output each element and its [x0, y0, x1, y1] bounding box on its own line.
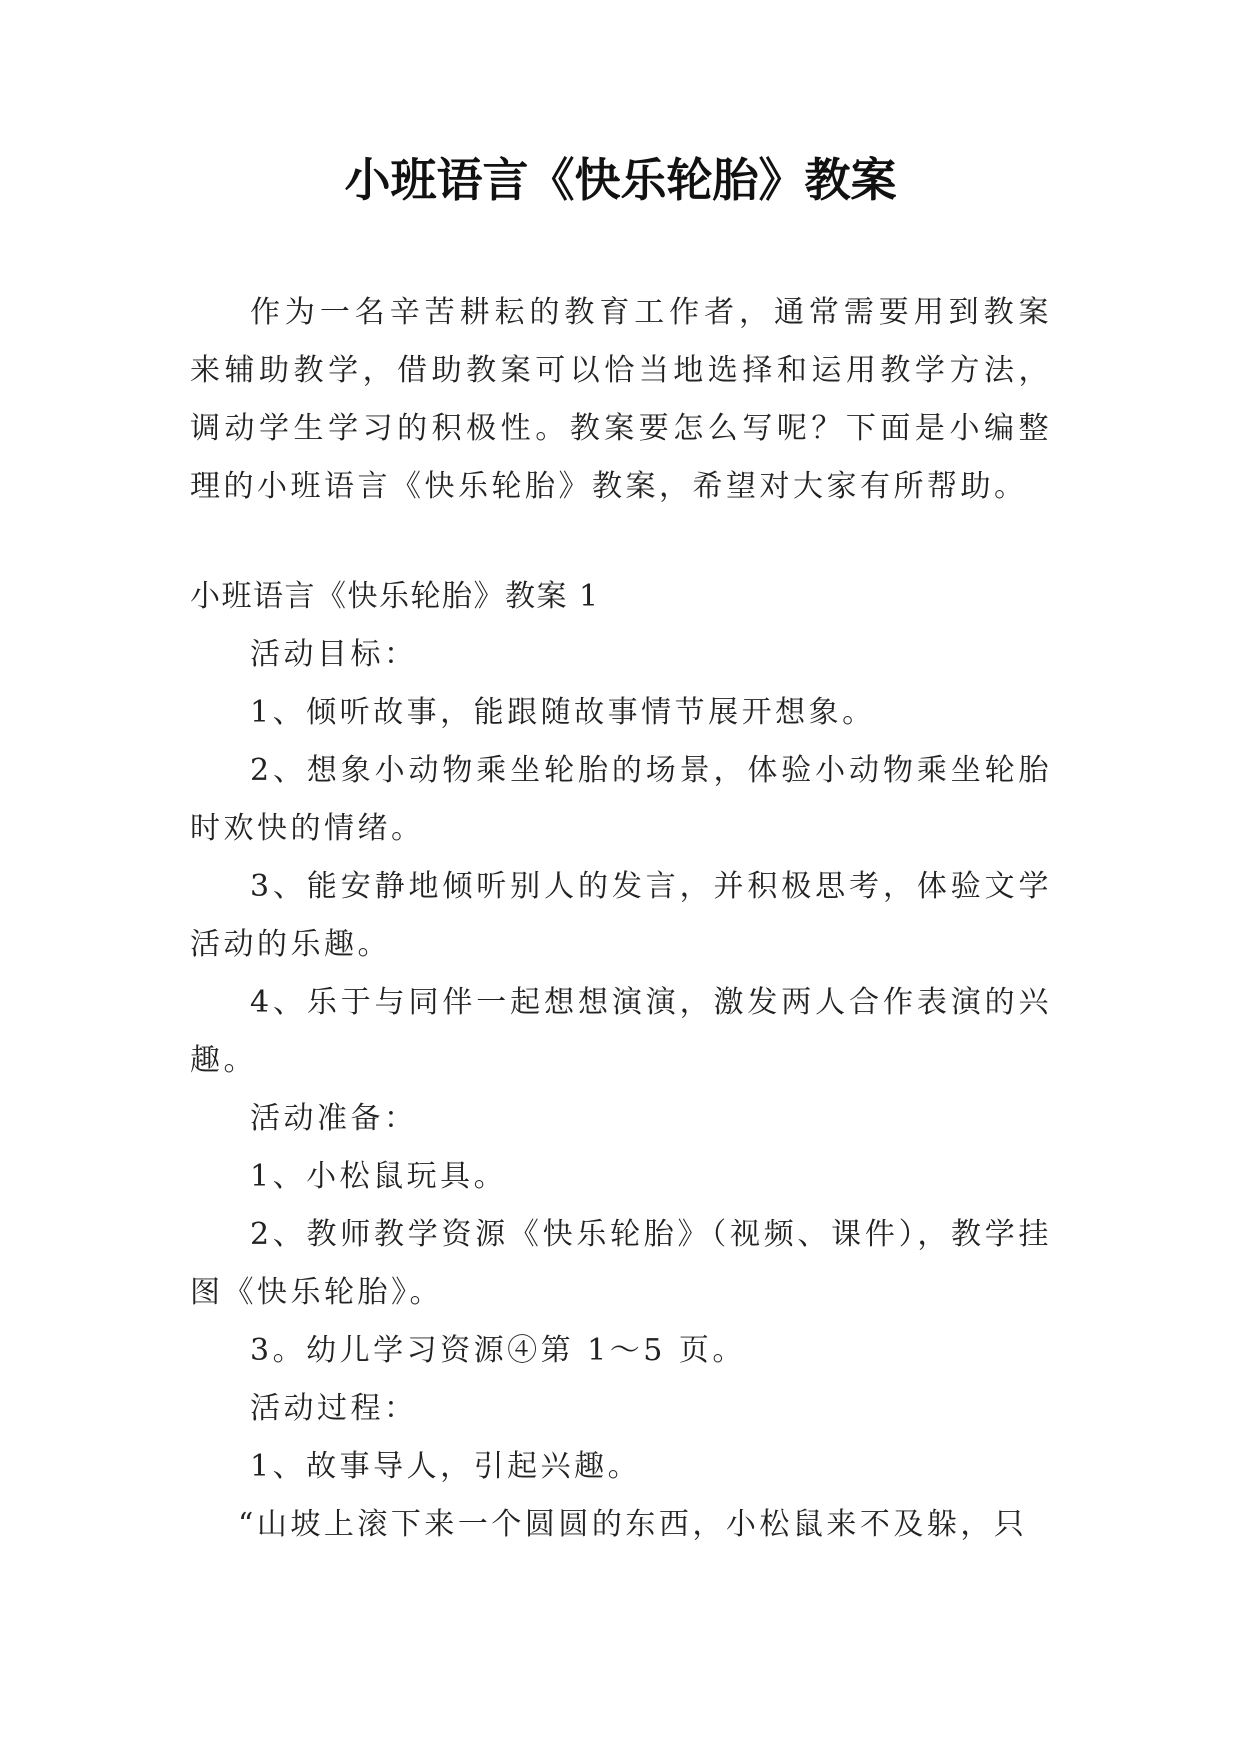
heading-activity-goals: 活动目标：	[250, 637, 418, 672]
goal-item-2: 2、想象小动物乘坐轮胎的场景，体验小动物乘坐轮胎时欢快的情绪。	[190, 753, 1052, 846]
document-body	[190, 284, 1052, 1554]
heading-activity-preparation: 活动准备：	[250, 1101, 418, 1136]
heading-activity-process: 活动过程：	[250, 1391, 418, 1426]
preparation-item-3: 3。幼儿学习资源④第 1～5 页。	[250, 1333, 746, 1368]
document-title: 小班语言《快乐轮胎》教案	[344, 153, 897, 207]
process-item-1: 1、故事导人，引起兴趣。	[250, 1449, 642, 1484]
goal-item-1: 1、倾听故事，能跟随故事情节展开想象。	[250, 695, 876, 730]
preparation-item-2: 2、教师教学资源《快乐轮胎》（视频、课件），教学挂图《快乐轮胎》。	[190, 1217, 1052, 1310]
goal-item-3: 3、能安静地倾听别人的发言，并积极思考，体验文学活动的乐趣。	[190, 869, 1052, 962]
intro-paragraph: 作为一名辛苦耕耘的教育工作者，通常需要用到教案来辅助教学，借助教案可以恰当地选择和运用教学方法，调动学生学习的积极性。教案要怎么写呢？下面是小编整理的小班语言《快乐轮胎》教案，希望对大家有所帮助。	[190, 295, 1052, 504]
section-title: 小班语言《快乐轮胎》教案 1	[190, 579, 600, 614]
preparation-item-1: 1、小松鼠玩具。	[250, 1159, 508, 1194]
story-quote-paragraph: “山坡上滚下来一个圆圆的东西，小松鼠来不及躲，只	[238, 1507, 1028, 1542]
lesson-content	[190, 626, 1052, 1554]
intro-section	[190, 284, 1052, 516]
goal-item-4: 4、乐于与同伴一起想想演演，激发两人合作表演的兴趣。	[190, 985, 1052, 1078]
